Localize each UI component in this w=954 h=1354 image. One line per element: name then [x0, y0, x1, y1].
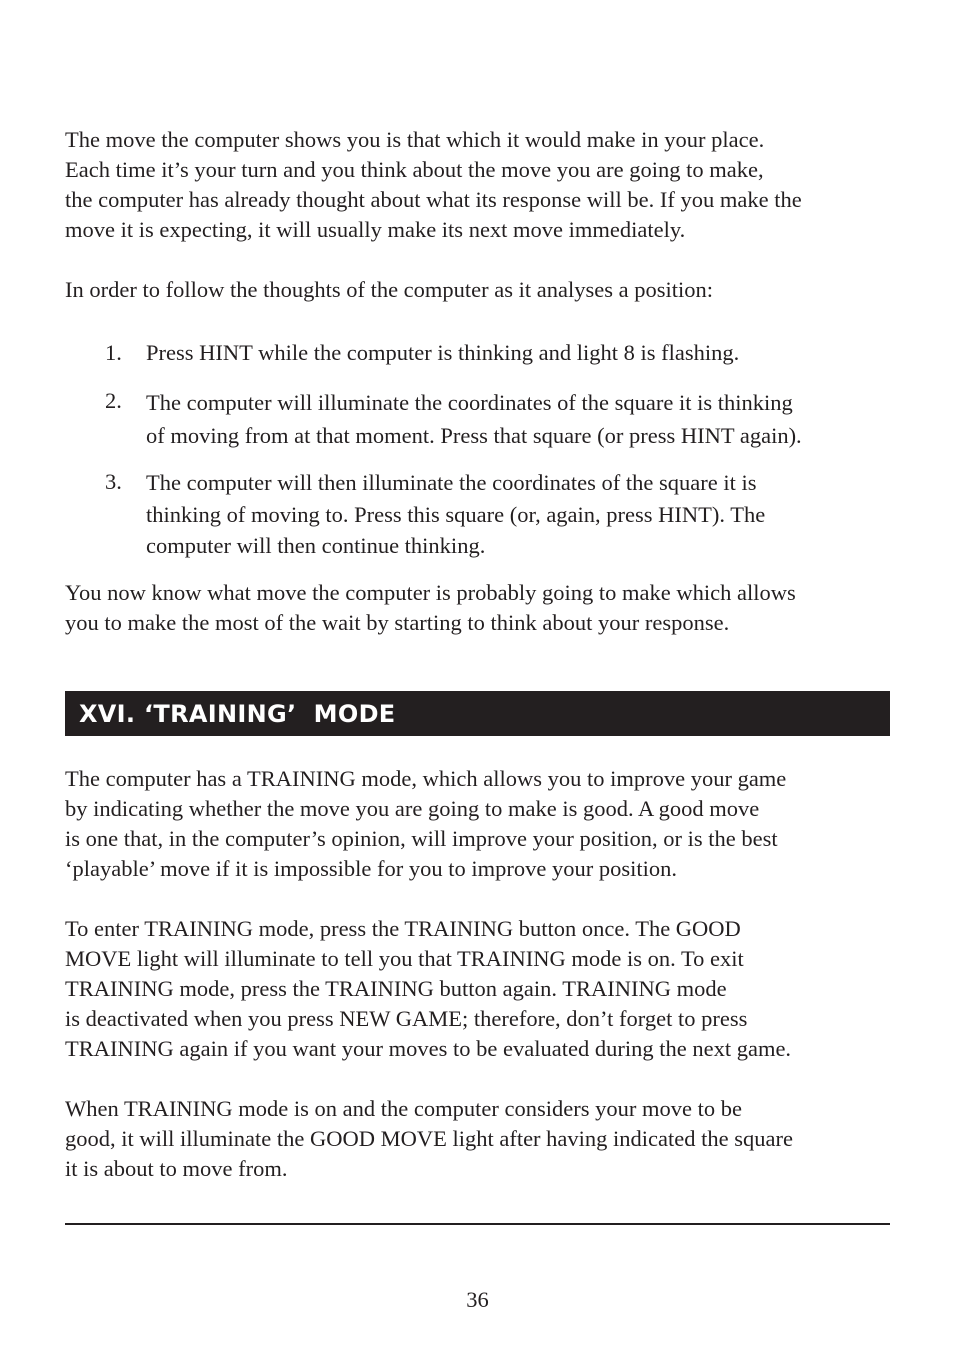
summary-paragraph: You now know what move the computer is probably going to make which allows you to make the most of the wait by starting to think about your response. — [65, 580, 796, 635]
list-item-text: Press HINT while the computer is thinking and light 8 is flashing. — [146, 340, 740, 365]
training-good-move-paragraph: When TRAINING mode is on and the computer considers your move to be good, it will illuminate the GOOD MOVE light after having indicated the square it is about to move from. — [65, 1096, 793, 1181]
list-item-text: The computer will illuminate the coordinates of the square it is thinking of moving from at that moment. Press that square (or press HINT again). — [146, 390, 802, 448]
footer-divider — [65, 1223, 890, 1225]
intro-paragraph: The move the computer shows you is that which it would make in your place. Each time it’s your turn and you think about the move you are going to make, the computer has already thought about what its response will be. If you make the move it is expecting, it will usually make its next move immediately. — [65, 127, 802, 242]
list-item-number: 1. — [105, 340, 122, 365]
page-number: 36 — [466, 1287, 489, 1312]
section-heading-bar — [65, 691, 890, 736]
list-item-text: The computer will then illuminate the coordinates of the square it is thinking of moving to. Press this square (or, again, press HINT). The computer will then continue thinking. — [146, 470, 766, 558]
list-item-number: 3. — [105, 469, 122, 494]
training-enter-exit-paragraph: To enter TRAINING mode, press the TRAINING button once. The GOOD MOVE light will illuminate to tell you that TRAINING mode is on. To exit TRAINING mode, press the TRAINING button again. TRAINING mode is deactivated when you press NEW GAME; therefore, don’t forget to press TRAINING again if you want your moves to be evaluated during the next game. — [65, 916, 792, 1061]
list-item-number: 2. — [105, 388, 122, 413]
follow-thoughts-paragraph: In order to follow the thoughts of the computer as it analyses a position: — [65, 277, 713, 302]
training-intro-paragraph: The computer has a TRAINING mode, which allows you to improve your game by indicating whether the move you are going to make is good. A good move is one that, in the computer’s opinion, will improve your position, or is the best ‘playable’ move if it is impossible for you to improve your position. — [65, 766, 787, 881]
section-heading: XVI. ‘TRAINING’ MODE — [79, 700, 396, 728]
manual-page — [65, 0, 890, 1354]
